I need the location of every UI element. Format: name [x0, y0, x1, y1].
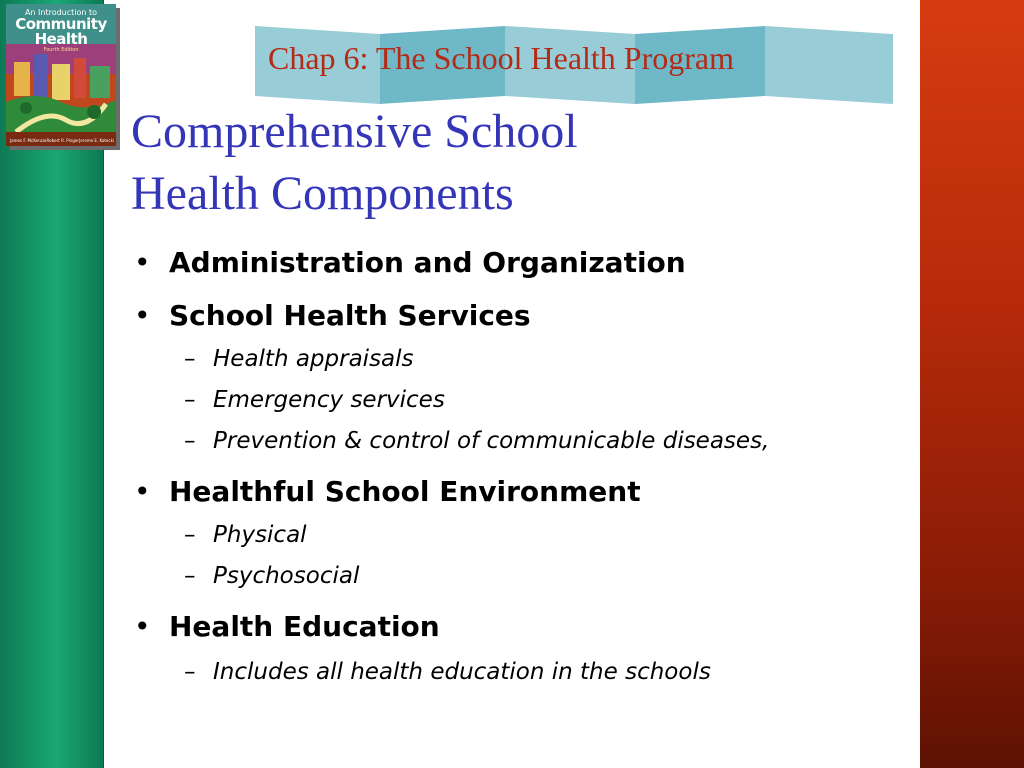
bullet-list — [130, 246, 890, 688]
bullet-item — [130, 610, 890, 644]
bullet-dot: • — [134, 299, 151, 332]
book-author: Jerome E. Kotecki — [79, 138, 114, 143]
chapter-title: Chap 6: The School Health Program — [268, 40, 734, 76]
book-author: Robert R. Pinger — [46, 138, 79, 143]
bullet-item — [130, 246, 890, 280]
sub-bullet-dash: – — [184, 563, 196, 589]
sub-bullet-item — [130, 425, 813, 457]
sub-bullet-text: Prevention & control of communicable diseases, — [213, 428, 770, 454]
sub-bullet-dash: – — [184, 522, 196, 548]
bullet-text: Health Education — [169, 610, 440, 643]
sub-bullet-item — [130, 343, 890, 375]
sub-bullet-text: Health appraisals — [213, 346, 414, 372]
slide-title — [131, 101, 831, 225]
sub-bullet-text: Includes all health education in the schools — [213, 659, 711, 685]
bullet-dot: • — [134, 246, 151, 279]
bullet-text: Administration and Organization — [169, 246, 686, 279]
sub-bullet-dash: – — [184, 659, 196, 685]
bullet-item — [130, 299, 890, 333]
sub-bullet-item — [130, 560, 890, 592]
sub-bullet-item — [130, 519, 890, 551]
book-edition: Fourth Edition — [43, 47, 79, 53]
sub-bullet-item — [130, 384, 890, 416]
right-decorative-bar — [920, 0, 1024, 768]
bullet-text: School Health Services — [169, 299, 531, 332]
book-subtitle: An Introduction to — [24, 8, 98, 17]
bullet-dot: • — [134, 475, 151, 508]
book-title-health: Health — [34, 30, 88, 48]
bullet-text: Healthful School Environment — [169, 475, 641, 508]
sub-bullet-text: Psychosocial — [213, 563, 360, 589]
sub-bullet-text: Physical — [213, 522, 307, 548]
sub-bullet-text: Emergency services — [213, 387, 445, 413]
book-cover-image — [6, 4, 116, 146]
slide-title-line: Health Components — [131, 167, 514, 220]
bullet-item — [130, 475, 890, 509]
slide-title-line: Comprehensive School — [131, 105, 578, 158]
sub-bullet-item — [130, 656, 890, 688]
book-author: James F. McKenzie — [10, 138, 47, 143]
bullet-dot: • — [134, 610, 151, 643]
sub-bullet-dash: – — [184, 346, 196, 372]
sub-bullet-dash: – — [184, 428, 196, 454]
sub-bullet-dash: – — [184, 387, 196, 413]
book-title-community: Community — [15, 15, 107, 33]
